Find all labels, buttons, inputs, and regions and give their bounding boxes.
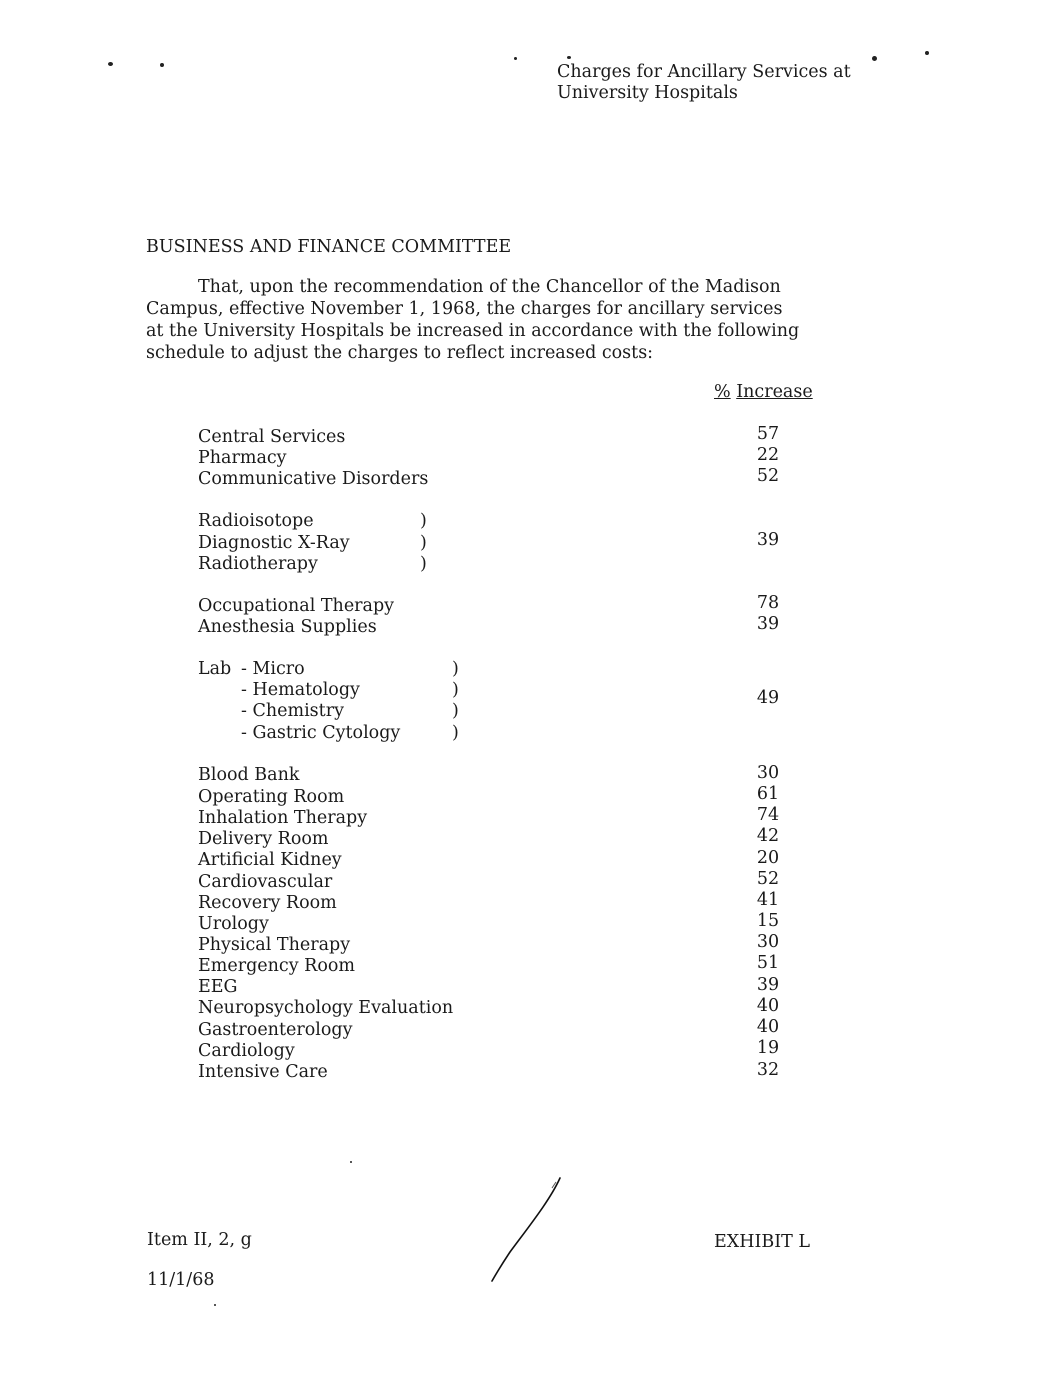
service-label: Neuropsychology Evaluation	[198, 998, 454, 1018]
service-label: Cardiology	[198, 1041, 295, 1061]
service-label: Artificial Kidney	[198, 850, 342, 870]
scan-speck	[514, 57, 517, 60]
paragraph-line: That, upon the recommendation of the Chancellor of the Madison	[198, 277, 781, 297]
paragraph-line: at the University Hospitals be increased in accordance with the following	[146, 321, 800, 341]
header-line-2: University Hospitals	[557, 83, 738, 103]
increase-value: 78	[756, 593, 780, 613]
increase-value: 42	[756, 826, 780, 846]
increase-value: 39	[756, 530, 780, 550]
service-label: Central Services	[198, 427, 346, 447]
bracket: )	[420, 554, 427, 574]
bracket: )	[420, 533, 427, 553]
increase-value: 32	[756, 1060, 780, 1080]
increase-value: 52	[756, 466, 780, 486]
service-label: Pharmacy	[198, 448, 287, 468]
increase-value: 49	[756, 688, 780, 708]
scan-speck	[350, 1161, 352, 1163]
service-label: Anesthesia Supplies	[198, 617, 377, 637]
item-reference: Item II, 2, g	[147, 1230, 252, 1250]
service-label: Inhalation Therapy	[198, 808, 368, 828]
document-header	[557, 62, 851, 104]
scan-speck	[567, 56, 571, 59]
service-label: Cardiovascular	[198, 872, 333, 892]
bracket: )	[452, 680, 459, 700]
increase-value: 30	[756, 763, 780, 783]
increase-label: Increase	[736, 382, 813, 402]
bracket: )	[452, 701, 459, 721]
increase-value: 19	[756, 1038, 780, 1058]
increase-value: 40	[756, 996, 780, 1016]
exhibit-label: EXHIBIT L	[714, 1232, 811, 1252]
increase-value: 39	[756, 975, 780, 995]
service-label: Gastroenterology	[198, 1020, 353, 1040]
pen-stroke-mark	[480, 1170, 570, 1285]
service-label: Occupational Therapy	[198, 596, 395, 616]
service-label: Blood Bank	[198, 765, 300, 785]
header-line-1: Charges for Ancillary Services at	[557, 62, 851, 82]
scan-speck	[214, 1304, 216, 1306]
paragraph-line: schedule to adjust the charges to reflect increased costs:	[146, 343, 654, 363]
increase-value: 61	[756, 784, 780, 804]
increase-column-header	[714, 382, 813, 403]
service-label: - Chemistry	[241, 701, 344, 721]
increase-value: 74	[756, 805, 780, 825]
bracket: )	[452, 723, 459, 743]
service-label: - Hematology	[241, 680, 360, 700]
service-label: Urology	[198, 914, 269, 934]
scan-speck	[108, 62, 113, 66]
service-label: Diagnostic X-Ray	[198, 533, 350, 553]
service-label: Radiotherapy	[198, 554, 318, 574]
service-label: EEG	[198, 977, 238, 997]
increase-value: 40	[756, 1017, 780, 1037]
increase-value: 30	[756, 932, 780, 952]
bracket: )	[452, 659, 459, 679]
committee-heading: BUSINESS AND FINANCE COMMITTEE	[146, 237, 512, 257]
increase-value: 52	[756, 869, 780, 889]
document-date: 11/1/68	[147, 1270, 215, 1290]
service-label: - Gastric Cytology	[241, 723, 401, 743]
service-label: Delivery Room	[198, 829, 329, 849]
scan-speck	[872, 56, 877, 61]
lab-prefix: Lab	[198, 659, 232, 679]
scan-speck	[160, 63, 164, 67]
service-label: Recovery Room	[198, 893, 337, 913]
resolution-paragraph	[146, 276, 799, 364]
increase-value: 22	[756, 445, 780, 465]
scan-speck	[925, 51, 929, 55]
service-label: Emergency Room	[198, 956, 356, 976]
increase-value: 20	[756, 848, 780, 868]
bracket: )	[420, 511, 427, 531]
percent-symbol: %	[714, 382, 731, 402]
service-label: Communicative Disorders	[198, 469, 429, 489]
increase-value: 39	[756, 614, 780, 634]
increase-value: 51	[756, 953, 780, 973]
service-label: Radioisotope	[198, 511, 314, 531]
service-label: Intensive Care	[198, 1062, 328, 1082]
increase-value: 15	[756, 911, 780, 931]
service-label: - Micro	[241, 659, 305, 679]
increase-value: 57	[756, 424, 780, 444]
increase-value: 41	[756, 890, 780, 910]
paragraph-line: Campus, effective November 1, 1968, the charges for ancillary services	[146, 299, 783, 319]
service-label: Operating Room	[198, 787, 345, 807]
service-label: Physical Therapy	[198, 935, 351, 955]
